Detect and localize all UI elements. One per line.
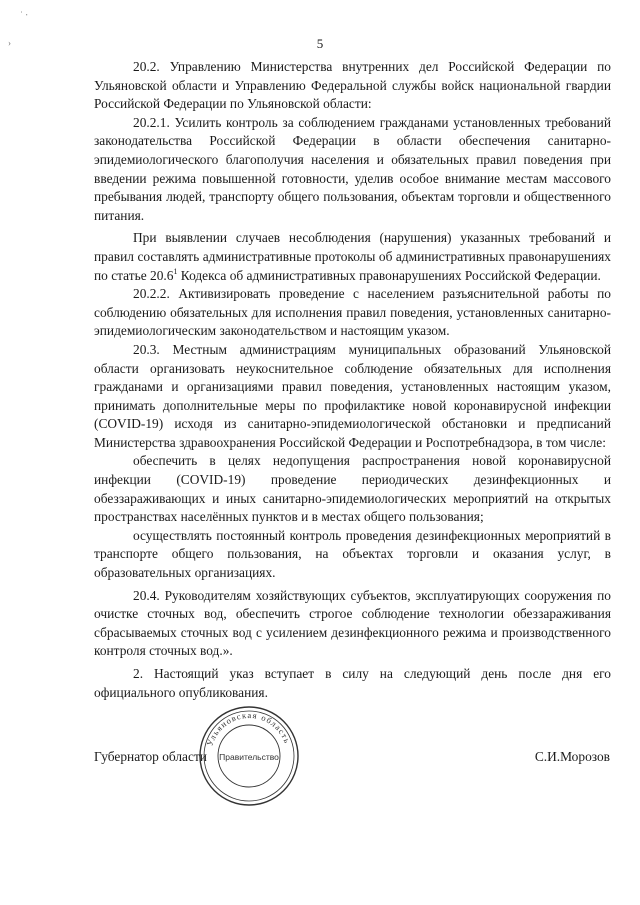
paragraph-text: При выявлении случаев несоблюдения (нарушения) указанных требований и правил составлять административные протоколы об административных правонарушениях по статье 20.6 [94,230,611,283]
paragraph-text: Кодекса об административных правонарушениях Российской Федерации. [177,267,601,283]
paragraph: 20.4. Руководителям хозяйствующих субъектов, эксплуатирующих сооружения по очистке сточных вод, обеспечить строгое соблюдение технологии обеззараживания сбрасываемых сточных вод с усилением дезинфекционного режима и производственного контроля сточных вод.». [94,587,611,659]
document-body [94,58,611,702]
paragraph: осуществлять постоянный контроль проведения дезинфекционных мероприятий в транспорте общего пользования, на объектах торговли и оказания услуг, в образовательных организациях. [94,527,611,581]
paragraph: 2. Настоящий указ вступает в силу на следующий день после дня его официального опубликования. [94,666,611,700]
paragraph: 20.2.2. Активизировать проведение с населением разъяснительной работы по соблюдению обязательных для исполнения правил поведения, установленных санитарно-эпидемиологическим законодательством и настоящим указом. [94,286,611,339]
paragraph: 20.2. Управлению Министерства внутренних дел Российской Федерации по Ульяновской области и Управлению Федеральной службы войск национальной гвардии Российской Федерации по Ульяновской области: [94,59,611,112]
signature-position: Губернатор области [94,749,207,764]
seal-ring-text: Ульяновская область [204,709,293,748]
paragraph: 20.2.1. Усилить контроль за соблюдением гражданами установленных требований законодательства Российской Федерации в области обеспечения санитарно-эпидемиологического благополучия населения и обязательных правил поведения при введении режима повышенной готовности, уделив особое внимание местам массового пребывания людей, транспорту общего пользования, объектам торговли и общественного питания. [94,114,611,223]
scan-speck: ˙ ‧ [20,10,29,20]
paragraph [94,229,611,285]
page-number: 5 [316,36,324,51]
article-superscript: 1 [173,266,178,276]
signature-name: С.И.Морозов [534,749,610,764]
seal-center-text: Правительство [219,752,279,762]
paragraph: 20.3. Местным администрациям муниципальных образований Ульяновской области организовать неукоснительное соблюдение обязательных для исполнения гражданами и организациями правил поведения, установленных настоящим указом, принимать дополнительные меры по профилактике новой коронавирусной инфекции (COVID-19) исходя из санитарно-эпидемиологической обстановки и предписаний Министерства здравоохранения Российской Федерации и Роспотребнадзора, в том числе: [94,341,611,450]
paragraph: обеспечить в целях недопущения распространения новой коронавирусной инфекции (COVID-19) проведение периодических дезинфекционных и обеззараживающих и иных санитарно-эпидемиологических мероприятий на открытых пространствах населённых пунктов и в местах общего пользования; [94,453,611,525]
scan-speck: › [8,38,11,48]
official-seal [197,704,301,808]
